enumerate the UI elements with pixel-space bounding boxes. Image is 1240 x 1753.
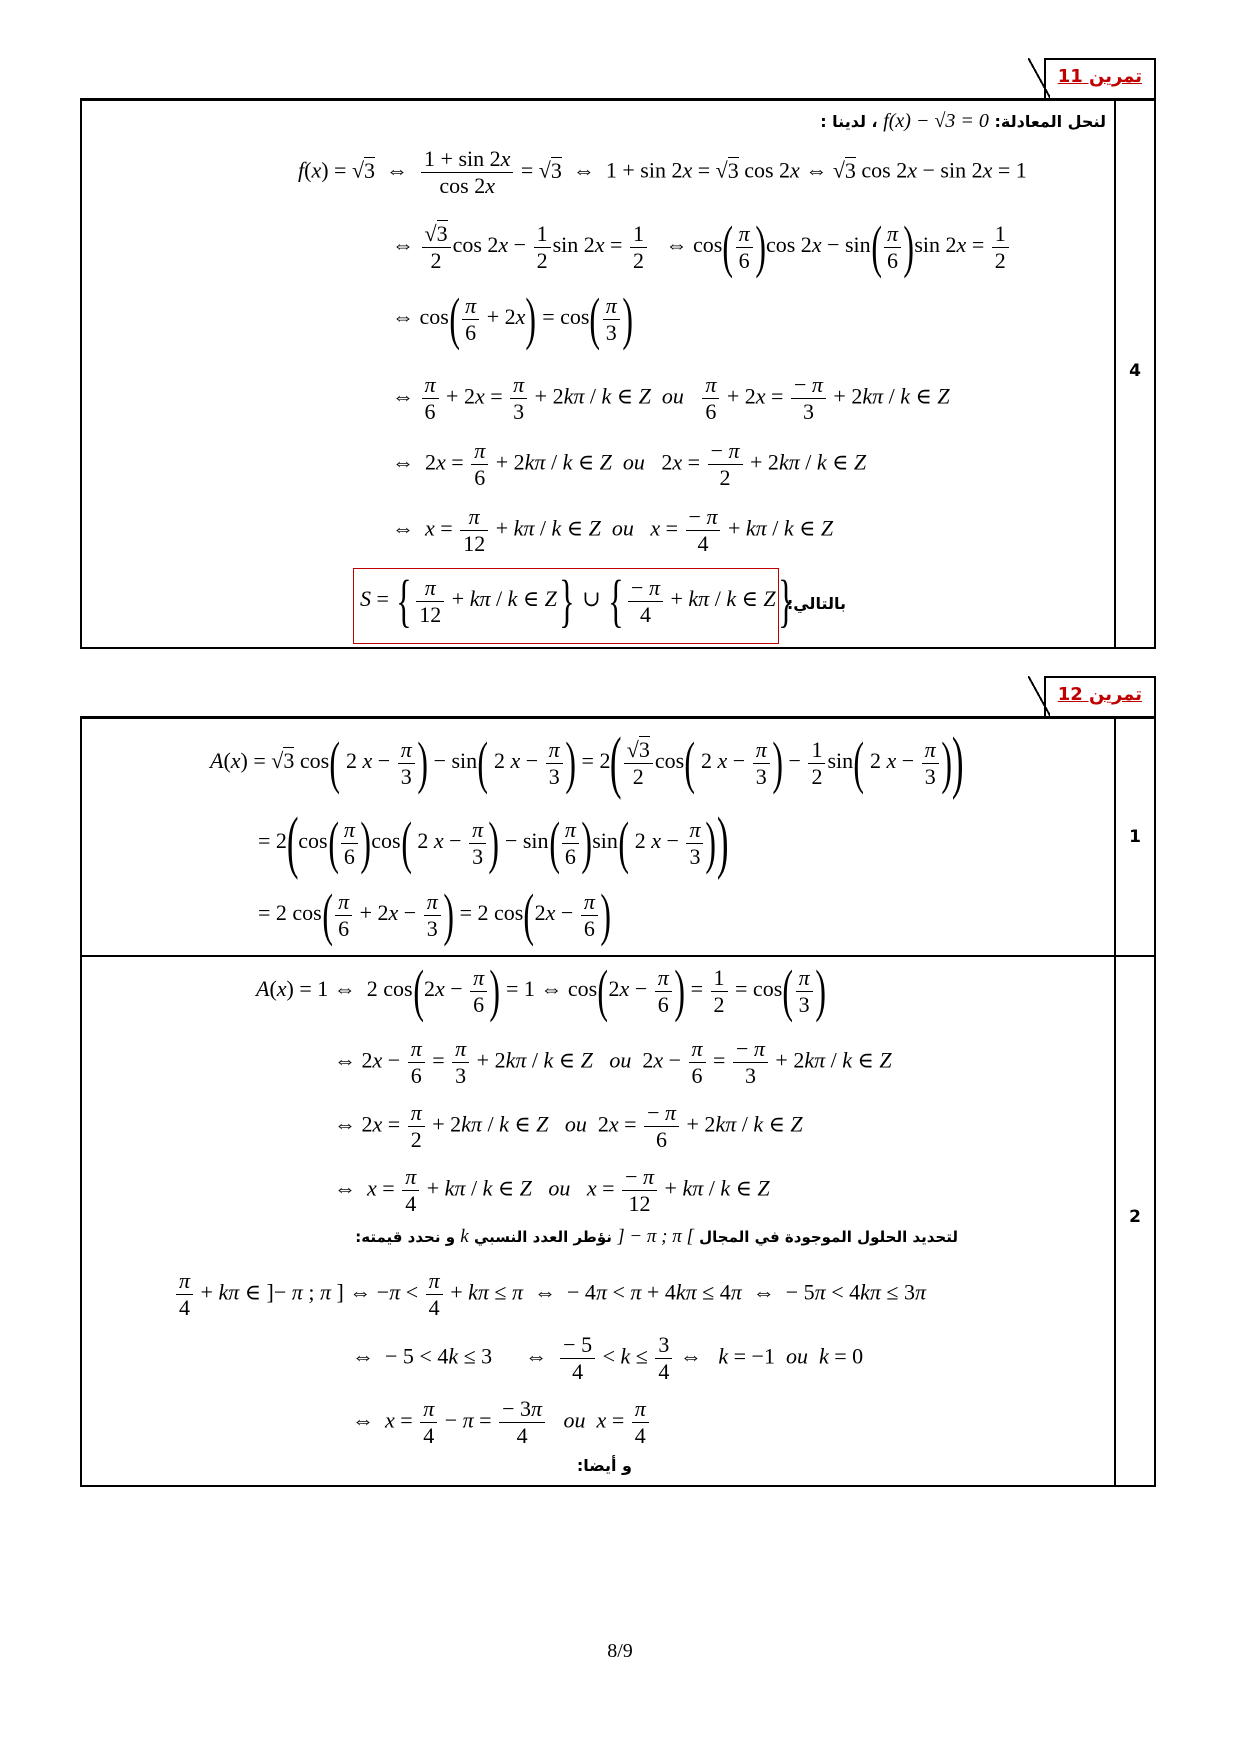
ex11-eq-line-2: ⇔ $\frac{√3}{2}$ cos 2x − $\frac{1}{2}$ sin 2x = $\frac{1}{2}$ ⇔ cos( $\frac{\pi}{6}$ )cos 2x − sin( $\frac{\pi}{6}$ )sin 2x = $\frac{1}{2}$ (392, 218, 1011, 276)
question-number-2: 2 (1129, 1207, 1141, 1227)
conclusion-label: بالتالي: (786, 594, 846, 613)
exercise-12-title: تمرين 12 (1057, 684, 1142, 705)
instruction-part-1: لتحديد الحلول الموجودة في المجال (699, 1228, 958, 1246)
ex11-intro-text: لنحل المعادلة: (988, 112, 1106, 131)
ex12-q1-line-1: A(x) = √3 cos( 2 x − $\frac{\pi}{3}$ ) − sin( 2 x − $\frac{\pi}{3}$ ) = 2( $\frac{√3}{2}$ cos( 2 x − $\frac{\pi}{3}$ ) − $\frac{1}{2}$ sin( 2 x − $\frac{\pi}{3}$ )) (210, 724, 964, 801)
variable-k: k (460, 1226, 469, 1247)
ex11-eq-line-4: ⇔ $\frac{\pi}{6}$ + 2x = $\frac{\pi}{3}$ + 2kπ / k ∈ Z ou $\frac{\pi}{6}$ + 2x = $\frac{- \pi}{3}$ + 2kπ / k ∈ Z (392, 372, 950, 424)
exercise-12-tab (1044, 676, 1156, 716)
instruction-part-3: و نحدد قيمته: (355, 1228, 456, 1246)
ex12-q1-line-3: = 2 cos( $\frac{\pi}{6}$ + 2x − $\frac{\pi}{3}$ ) = 2 cos(2x − $\frac{\pi}{6}$ ) (258, 882, 611, 947)
question-number-1: 1 (1129, 827, 1141, 847)
ex11-eq-line-5: ⇔ 2x = $\frac{\pi}{6}$ + 2kπ / k ∈ Z ou 2x = $\frac{- \pi}{2}$ + 2kπ / k ∈ Z (392, 438, 867, 490)
question-number-column (1114, 101, 1154, 647)
exercise-11-tab (1044, 58, 1156, 98)
ex12-q2-also: و أيضا: (576, 1456, 632, 1475)
tab-slant (1028, 676, 1050, 716)
ex12-q2-line-1: A(x) = 1 ⇔ 2 cos(2x − $\frac{\pi}{6}$ ) = 1 ⇔ cos(2x − $\frac{\pi}{6}$ ) = $\frac{1}{2}$ = cos( $\frac{\pi}{3}$ ) (256, 958, 826, 1023)
ex12-q2-line-4: ⇔ x = $\frac{\pi}{4}$ + kπ / k ∈ Z ou x = $\frac{- \pi}{12}$ + kπ / k ∈ Z (334, 1164, 770, 1216)
question-divider (82, 955, 1154, 957)
solution-set: S = { $\frac{\pi}{12}$ + kπ / k ∈ Z} ∪ { $\frac{- \pi}{4}$ + kπ / k ∈ Z} (360, 568, 794, 633)
tab-slant (1028, 58, 1050, 98)
ex12-q2-line-6: ⇔ − 5 < 4k ≤ 3 ⇔ $\frac{- 5}{4}$ < k ≤ $\frac{3}{4}$ ⇔ k = −1 ou k = 0 (352, 1332, 864, 1384)
ex12-q2-instruction (355, 1226, 958, 1248)
question-number-4: 4 (1129, 361, 1141, 381)
question-number-column (1114, 719, 1154, 1485)
interval: ] − π ; π [ (617, 1226, 694, 1247)
ex12-q1-line-2: = 2(cos( $\frac{\pi}{6}$ )cos( 2 x − $\frac{\pi}{3}$ ) − sin( $\frac{\pi}{6}$ )sin( 2 x − $\frac{\pi}{3}$ )) (258, 804, 729, 881)
ex11-intro-equation: f(x) − √3 = 0 (883, 110, 989, 132)
ex11-eq-line-3: ⇔ cos( $\frac{\pi}{6}$ + 2x) = cos( $\frac{\pi}{3}$ ) (392, 286, 633, 351)
exercise-11-title: تمرين 11 (1057, 66, 1142, 87)
ex11-intro (820, 110, 1106, 133)
ex11-eq-line-6: ⇔ x = $\frac{\pi}{12}$ + kπ / k ∈ Z ou x = $\frac{- \pi}{4}$ + kπ / k ∈ Z (392, 504, 834, 556)
ex12-q2-line-7: ⇔ x = $\frac{\pi}{4}$ − π = $\frac{- 3\pi}{4}$ ou x = $\frac{\pi}{4}$ (352, 1396, 651, 1449)
ex12-q2-line-2: ⇔ 2x − $\frac{\pi}{6}$ = $\frac{\pi}{3}$ + 2kπ / k ∈ Z ou 2x − $\frac{\pi}{6}$ = $\frac{- \pi}{3}$ + 2kπ / k ∈ Z (334, 1036, 892, 1088)
page-number: 8/9 (607, 1640, 633, 1662)
ex12-q2-line-5: $\frac{\pi}{4}$ + kπ ∈ ]− π ; π ] ⇔ −π < $\frac{\pi}{4}$ + kπ ≤ π ⇔ − 4π < π + 4kπ ≤ 4π ⇔ − 5π < 4kπ ≤ 3π (174, 1268, 926, 1321)
ex11-intro-text2: ، لدينا : (820, 112, 878, 131)
instruction-part-2: نؤطر العدد النسبي (473, 1228, 612, 1246)
ex12-q2-line-3: ⇔ 2x = $\frac{\pi}{2}$ + 2kπ / k ∈ Z ou 2x = $\frac{- \pi}{6}$ + 2kπ / k ∈ Z (334, 1100, 803, 1152)
ex11-eq-line-1: f(x) = √3 ⇔ $\frac{1 + \sin 2x}{\cos 2x}$ = √3 ⇔ 1 + sin 2x = √3 cos 2x ⇔ √3 cos 2x − sin 2x = 1 (298, 146, 1027, 198)
